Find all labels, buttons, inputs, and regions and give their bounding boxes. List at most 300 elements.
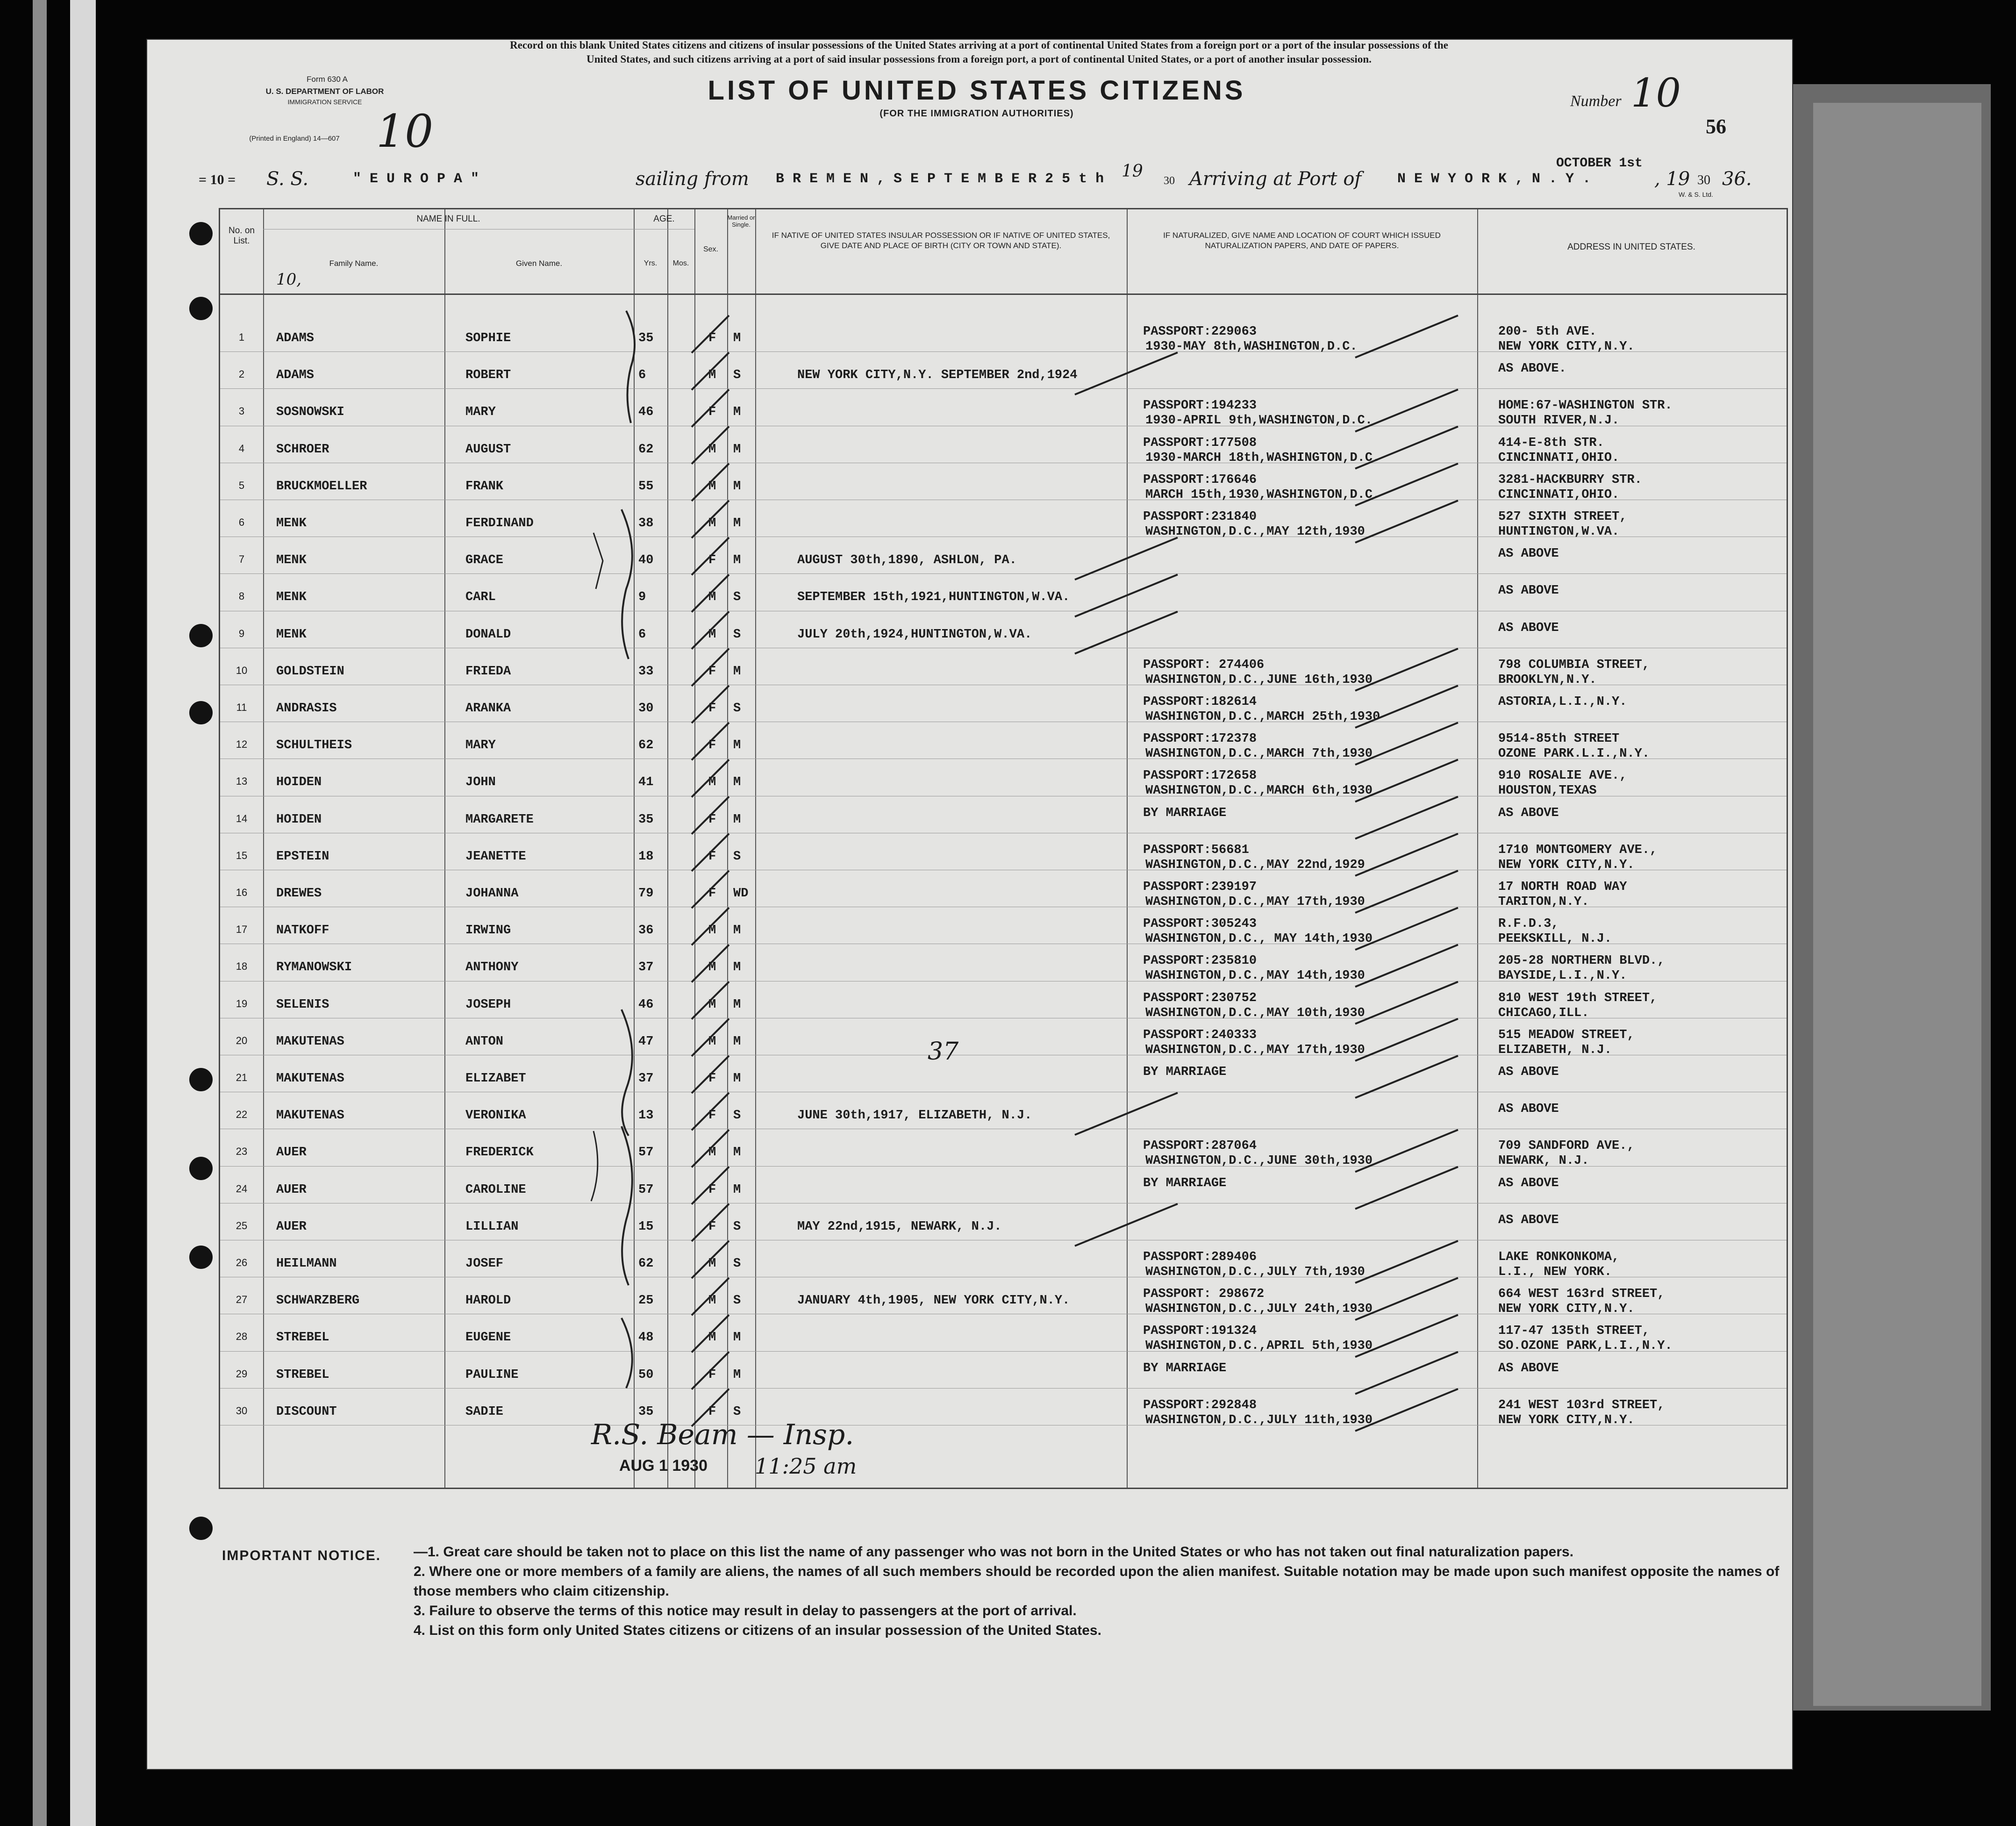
cell-family: AUER (276, 1146, 307, 1160)
table-row (220, 1060, 1787, 1097)
cell-ms: M (733, 997, 741, 1012)
cell-age: 37 (638, 1072, 654, 1086)
cell-addr1: AS ABOVE (1498, 1102, 1559, 1117)
cell-addr2: PEEKSKILL, N.J. (1498, 932, 1612, 946)
notice-label: IMPORTANT NOTICE. (222, 1548, 381, 1563)
cell-nat1: PASSPORT:191324 (1143, 1324, 1257, 1339)
cell-ms: M (733, 1146, 741, 1160)
table-row (220, 616, 1787, 653)
cell-given: CARL (465, 590, 496, 605)
cell-given: ARANKA (465, 702, 511, 716)
cell-family: HEILMANN (276, 1257, 337, 1271)
cell-sex: F (708, 1109, 716, 1123)
cell-nat1: PASSPORT:287064 (1143, 1139, 1257, 1153)
cell-family: HOIDEN (276, 812, 322, 827)
cell-sex: F (708, 812, 716, 827)
cell-family: BRUCKMOELLER (276, 479, 367, 494)
number-label: Number (1570, 93, 1622, 110)
col-native-birth: IF NATIVE OF UNITED STATES INSULAR POSSESSION OR IF NATIVE OF UNITED STATES, GIVE DATE AND PLACE OF BIRTH (CITY OR TOWN AND STATE). (772, 231, 1110, 250)
cell-addr1: AS ABOVE (1498, 1213, 1559, 1227)
col-married-single: Married or Single. (727, 214, 755, 228)
cell-nat2: WASHINGTON,D.C.,APRIL 5th,1930 (1145, 1339, 1373, 1353)
cell-given: LILLIAN (465, 1219, 519, 1234)
cell-age: 18 (638, 849, 654, 864)
cell-nat1: PASSPORT:235810 (1143, 954, 1257, 968)
cell-nat2: WASHINGTON,D.C.,MAY 22nd,1929 (1145, 858, 1365, 872)
cell-birth: JANUARY 4th,1905, NEW YORK CITY,N.Y. (797, 1294, 1070, 1308)
cell-ms: M (733, 553, 741, 568)
cell-ms: S (733, 590, 741, 605)
cell-age: 30 (638, 702, 654, 716)
cell-age: 62 (638, 1257, 654, 1271)
cell-nat2: WASHINGTON,D.C.,MAY 10th,1930 (1145, 1006, 1365, 1020)
cell-nat1: PASSPORT:289406 (1143, 1250, 1257, 1264)
cell-nat2: WASHINGTON,D.C.,MAY 14th,1930 (1145, 969, 1365, 983)
cell-no: 3 (238, 405, 245, 417)
cell-addr1: 709 SANDFORD AVE., (1498, 1139, 1635, 1153)
cell-addr2: SOUTH RIVER,N.J. (1498, 414, 1620, 428)
cell-addr1: AS ABOVE (1498, 547, 1559, 561)
cell-given: GRACE (465, 553, 504, 568)
cell-given: JOHN (465, 775, 496, 790)
table-row (220, 393, 1787, 430)
cell-ms: M (733, 1034, 741, 1049)
cell-addr1: 414-E-8th STR. (1498, 436, 1604, 450)
cell-family: EPSTEIN (276, 849, 329, 864)
cell-sex: M (708, 479, 716, 494)
punch-hole (189, 1157, 213, 1180)
cell-nat1: BY MARRIAGE (1143, 1361, 1227, 1375)
cell-given: VERONIKA (465, 1109, 526, 1123)
cell-addr1: 9514-85th STREET (1498, 732, 1620, 746)
cell-given: MARY (465, 405, 496, 420)
cell-no: 30 (236, 1404, 248, 1417)
service: IMMIGRATION SERVICE (287, 98, 362, 106)
punch-hole (189, 624, 213, 647)
cell-age: 46 (638, 997, 654, 1012)
arrival-extra: 36. (1722, 168, 1752, 190)
cell-addr2: SO.OZONE PARK,L.I.,N.Y. (1498, 1339, 1673, 1353)
binder-strip (33, 0, 47, 1826)
col-no: No. on List. (229, 226, 255, 246)
form-number: Form 630 A (307, 75, 348, 84)
cell-given: FREDERICK (465, 1146, 534, 1160)
col-address: ADDRESS IN UNITED STATES. (1567, 242, 1695, 252)
cell-age: 25 (638, 1294, 654, 1308)
table-row (220, 763, 1787, 801)
cell-birth: JULY 20th,1924,HUNTINGTON,W.VA. (797, 627, 1032, 642)
arrival-year-suffix: 30 (1697, 173, 1710, 187)
cell-addr1: ASTORIA,L.I.,N.Y. (1498, 695, 1627, 709)
voyage-prefix: = 10 = (199, 172, 236, 187)
cell-nat2: WASHINGTON,D.C.,JUNE 16th,1930 (1145, 673, 1373, 687)
page-title: LIST OF UNITED STATES CITIZENS (708, 75, 1246, 106)
cell-nat1: PASSPORT:177508 (1143, 436, 1257, 450)
cell-addr2: HUNTINGTON,W.VA. (1498, 525, 1620, 539)
cell-addr2: CINCINNATI,OHIO. (1498, 487, 1620, 502)
cell-no: 7 (238, 553, 245, 566)
cell-no: 2 (238, 368, 245, 380)
cell-age: 79 (638, 887, 654, 901)
cell-nat2: WASHINGTON,D.C.,MARCH 25th,1930 (1145, 710, 1380, 724)
cell-age: 46 (638, 405, 654, 420)
cell-nat2: WASHINGTON,D.C.,MAY 17th,1930 (1145, 1043, 1365, 1057)
punch-hole (189, 701, 213, 724)
cell-ms: M (733, 1072, 741, 1086)
cell-addr1: AS ABOVE (1498, 806, 1559, 820)
col-sex: Sex. (703, 245, 718, 253)
punch-hole (189, 297, 213, 320)
cell-nat1: PASSPORT:240333 (1143, 1028, 1257, 1042)
cell-no: 26 (236, 1257, 248, 1268)
cell-given: HAROLD (465, 1294, 511, 1308)
arrival-date: OCTOBER 1st (1556, 156, 1643, 171)
cell-sex: F (708, 553, 716, 568)
underlying-page-edge-light (1813, 103, 1981, 1706)
cell-given: ANTHONY (465, 960, 519, 975)
cell-no: 18 (236, 960, 248, 973)
cell-age: 6 (638, 368, 646, 383)
cell-age: 40 (638, 553, 654, 568)
table-row (220, 726, 1787, 764)
cell-ms: M (733, 775, 741, 790)
notice-item: 2. Where one or more members of a family are aliens, the names of all such members should be recorded upon the alien manifest. Suitable notation may be made upon such manifest opposite the names of those members who claim citizenship. (414, 1564, 1780, 1599)
cell-family: MENK (276, 553, 307, 568)
table-row (220, 838, 1787, 875)
cell-nat2: WASHINGTON,D.C.,MAY 17th,1930 (1145, 895, 1365, 909)
cell-given: MARY (465, 738, 496, 753)
cell-ms: M (733, 1368, 741, 1382)
cell-addr1: AS ABOVE (1498, 584, 1559, 598)
cell-nat2: WASHINGTON,D.C.,JULY 7th,1930 (1145, 1265, 1365, 1279)
table-row (220, 1356, 1787, 1393)
cell-addr2: NEWARK, N.J. (1498, 1154, 1589, 1168)
cell-nat1: BY MARRIAGE (1143, 1176, 1227, 1190)
cell-no: 9 (238, 627, 245, 639)
cell-age: 50 (638, 1368, 654, 1382)
cell-given: JOHANNA (465, 887, 519, 901)
cell-age: 57 (638, 1146, 654, 1160)
cell-family: AUER (276, 1219, 307, 1234)
cell-family: SCHWARZBERG (276, 1294, 360, 1308)
cell-nat1: BY MARRIAGE (1143, 806, 1227, 820)
cell-addr1: 527 SIXTH STREET, (1498, 510, 1627, 524)
cell-addr2: CHICAGO,ILL. (1498, 1006, 1589, 1020)
cell-age: 62 (638, 738, 654, 753)
notice-item: 4. List on this form only United States citizens or citizens of an insular possession of the United States. (414, 1623, 1101, 1638)
cell-age: 55 (638, 479, 654, 494)
cell-nat2: MARCH 15th,1930,WASHINGTON,D.C. (1145, 487, 1380, 502)
cell-addr1: AS ABOVE (1498, 1065, 1559, 1079)
cell-family: ANDRASIS (276, 702, 337, 716)
cell-no: 17 (236, 924, 248, 936)
cell-ms: WD (733, 887, 749, 901)
cell-sex: M (708, 1331, 716, 1345)
cell-addr1: 664 WEST 163rd STREET, (1498, 1287, 1665, 1302)
cell-addr1: R.F.D.3, (1498, 917, 1559, 931)
binder-strip-light (70, 0, 96, 1826)
cell-no: 4 (238, 442, 245, 454)
cell-sex: M (708, 997, 716, 1012)
cell-addr2: CINCINNATI,OHIO. (1498, 451, 1620, 465)
cell-addr1: HOME:67-WASHINGTON STR. (1498, 399, 1673, 413)
cell-ms: M (733, 479, 741, 494)
table-row (220, 1023, 1787, 1060)
cell-nat2: WASHINGTON,D.C., MAY 14th,1930 (1145, 932, 1373, 946)
cell-no: 5 (238, 479, 245, 491)
date-stamp: AUG 1 1930 (619, 1457, 708, 1475)
cell-family: DREWES (276, 887, 322, 901)
cell-no: 28 (236, 1331, 248, 1343)
cell-ms: M (733, 442, 741, 457)
cell-sex: M (708, 627, 716, 642)
cell-nat1: PASSPORT:172658 (1143, 769, 1257, 783)
cell-ms: M (733, 924, 741, 938)
cell-ms: S (733, 1257, 741, 1271)
cell-ms: M (733, 516, 741, 530)
cell-nat1: PASSPORT:194233 (1143, 399, 1257, 413)
cell-no: 16 (236, 887, 248, 898)
cell-sex: F (708, 887, 716, 901)
cell-addr1: 200- 5th AVE. (1498, 325, 1597, 339)
notice-items (414, 1542, 1792, 1640)
cell-sex: F (708, 1219, 716, 1234)
cell-birth: SEPTEMBER 15th,1921,HUNTINGTON,W.VA. (797, 590, 1070, 605)
cell-ms: M (733, 664, 741, 679)
cell-ms: S (733, 627, 741, 642)
cell-family: HOIDEN (276, 775, 322, 790)
header-rule (220, 294, 1787, 295)
cell-addr1: 17 NORTH ROAD WAY (1498, 880, 1627, 894)
cell-sex: M (708, 590, 716, 605)
cell-given: JOSEF (465, 1257, 504, 1271)
list-number-handwritten: 10 (376, 105, 434, 158)
cell-age: 15 (638, 1219, 654, 1234)
cell-given: CAROLINE (465, 1182, 526, 1197)
table-row (220, 578, 1787, 616)
cell-addr1: 205-28 NORTHERN BLVD., (1498, 954, 1665, 968)
cell-addr2: BROOKLYN,N.Y. (1498, 673, 1597, 687)
col-yrs: Yrs. (643, 259, 658, 267)
cell-given: MARGARETE (465, 812, 534, 827)
cell-birth: NEW YORK CITY,N.Y. SEPTEMBER 2nd,1924 (797, 368, 1078, 383)
cell-no: 25 (236, 1219, 248, 1232)
cell-no: 6 (238, 516, 245, 528)
cell-nat1: PASSPORT:229063 (1143, 325, 1257, 339)
cell-no: 11 (236, 702, 247, 713)
cell-ms: S (733, 702, 741, 716)
ss-label: S. S. (266, 168, 309, 190)
cell-addr1: 515 MEADOW STREET, (1498, 1028, 1635, 1042)
cell-nat1: PASSPORT:182614 (1143, 695, 1257, 709)
cell-no: 10 (236, 664, 248, 676)
table-row (220, 986, 1787, 1023)
cell-addr1: LAKE RONKONKOMA, (1498, 1250, 1620, 1264)
cell-addr2: HOUSTON,TEXAS (1498, 784, 1597, 798)
cell-given: FRIEDA (465, 664, 511, 679)
cell-nat1: PASSPORT:230752 (1143, 991, 1257, 1005)
cell-addr1: AS ABOVE (1498, 1176, 1559, 1190)
cell-given: ELIZABET (465, 1072, 526, 1086)
cell-given: PAULINE (465, 1368, 519, 1382)
cell-family: MENK (276, 590, 307, 605)
cell-ms: M (733, 812, 741, 827)
cell-given: EUGENE (465, 1331, 511, 1345)
table-row (220, 1171, 1787, 1208)
cell-age: 9 (638, 590, 646, 605)
cell-nat1: PASSPORT:231840 (1143, 510, 1257, 524)
cell-nat2: WASHINGTON,D.C.,MARCH 6th,1930 (1145, 784, 1373, 798)
punch-hole (189, 1246, 213, 1269)
cell-family: ADAMS (276, 331, 315, 345)
cell-no: 29 (236, 1368, 248, 1380)
cell-addr2: TARITON,N.Y. (1498, 895, 1589, 909)
voyage-line (154, 156, 1771, 198)
punch-hole (189, 222, 213, 245)
cell-sex: M (708, 960, 716, 975)
sheet-number: 56 (1706, 115, 1726, 138)
cell-no: 24 (236, 1182, 248, 1195)
cell-addr1: 3281-HACKBURRY STR. (1498, 473, 1642, 487)
notice-item: 3. Failure to observe the terms of this notice may result in delay to passengers at the port of arrival. (414, 1603, 1077, 1618)
cell-nat1: PASSPORT:305243 (1143, 917, 1257, 931)
cell-addr2: NEW YORK CITY,N.Y. (1498, 1413, 1635, 1427)
cell-ms: S (733, 368, 741, 383)
cell-age: 36 (638, 924, 654, 938)
cell-family: MENK (276, 627, 307, 642)
cell-nat2: WASHINGTON,D.C.,MAY 12th,1930 (1145, 525, 1365, 539)
arriving-label: Arriving at Port of (1189, 168, 1362, 190)
instructions: Record on this blank United States citizens and citizens of insular possessions of the United States arriving at a port of continental United States from a foreign port or a port of the insular possessions of the United States, and such citizens arriving at a port of said insular possessions from a foreign port, a port of continental United States, or a port of another insular possession. (510, 39, 1448, 65)
ship-name: " E U R O P A " (353, 171, 479, 187)
cell-addr2: L.I., NEW YORK. (1498, 1265, 1612, 1279)
table-row (220, 504, 1787, 542)
cell-family: STREBEL (276, 1331, 329, 1345)
col-name-in-full: NAME IN FULL. (416, 214, 480, 224)
cell-family: MAKUTENAS (276, 1109, 344, 1123)
cell-given: ROBERT (465, 368, 511, 383)
cell-no: 15 (236, 849, 248, 861)
col-mos: Mos. (672, 259, 689, 267)
cell-nat1: PASSPORT: 274406 (1143, 658, 1265, 672)
cell-no: 8 (238, 590, 245, 602)
cell-nat2: 1930-MAY 8th,WASHINGTON,D.C. (1145, 340, 1358, 354)
cell-family: SELENIS (276, 997, 329, 1012)
cell-no: 13 (236, 775, 248, 788)
punch-hole (189, 1068, 213, 1091)
cell-nat1: PASSPORT:239197 (1143, 880, 1257, 894)
cell-family: RYMANOWSKI (276, 960, 352, 975)
cell-age: 13 (638, 1109, 654, 1123)
cell-given: IRWING (465, 924, 511, 938)
cell-sex: M (708, 1257, 716, 1271)
table-row (220, 541, 1787, 579)
cell-age: 41 (638, 775, 654, 790)
cell-ms: M (733, 1182, 741, 1197)
cell-age: 35 (638, 1404, 654, 1419)
sailing-label: sailing from (636, 168, 749, 190)
cell-sex: F (708, 1368, 716, 1382)
cell-sex: F (708, 1072, 716, 1086)
printer-mark: W. & S. Ltd. (1679, 191, 1713, 198)
cell-age: 62 (638, 442, 654, 457)
col-naturalized: IF NATURALIZED, GIVE NAME AND LOCATION OF COURT WHICH ISSUED NATURALIZATION PAPERS, AND DATE OF PAPERS. (1163, 231, 1441, 250)
cell-addr2: NEW YORK CITY,N.Y. (1498, 340, 1635, 354)
cell-family: AUER (276, 1182, 307, 1197)
department: U. S. DEPARTMENT OF LABOR (265, 87, 384, 96)
cell-ms: M (733, 738, 741, 753)
cell-sex: F (708, 664, 716, 679)
cell-age: 6 (638, 627, 646, 642)
cell-family: MAKUTENAS (276, 1072, 344, 1086)
cell-birth: MAY 22nd,1915, NEWARK, N.J. (797, 1219, 1002, 1234)
cell-addr1: 798 COLUMBIA STREET, (1498, 658, 1650, 672)
cell-ms: M (733, 1331, 741, 1345)
table-row (220, 1133, 1787, 1171)
table-row (220, 1393, 1787, 1430)
cell-addr2: BAYSIDE,L.I.,N.Y. (1498, 969, 1627, 983)
cell-age: 48 (638, 1331, 654, 1345)
table-row (220, 1318, 1787, 1356)
cell-nat1: BY MARRIAGE (1143, 1065, 1227, 1079)
cell-given: FRANK (465, 479, 504, 494)
departure-port: B R E M E N , S E P T E M B E R 2 5 t h (776, 171, 1104, 187)
cell-age: 35 (638, 812, 654, 827)
cell-ms: S (733, 1404, 741, 1419)
cell-given: FERDINAND (465, 516, 534, 530)
cell-ms: M (733, 405, 741, 420)
cell-ms: M (733, 331, 741, 345)
cell-age: 47 (638, 1034, 654, 1049)
cell-ms: S (733, 1219, 741, 1234)
cell-given: JOSEPH (465, 997, 511, 1012)
cell-family: SOSNOWSKI (276, 405, 344, 420)
cell-addr1: 1710 MONTGOMERY AVE., (1498, 843, 1658, 857)
cell-sex: F (708, 1182, 716, 1197)
cell-given: JEANETTE (465, 849, 526, 864)
time-handwritten: 11:25 am (755, 1454, 857, 1479)
table-row (220, 1282, 1787, 1319)
table-row (220, 948, 1787, 986)
cell-sex: M (708, 1146, 716, 1160)
cell-given: AUGUST (465, 442, 511, 457)
table-row (220, 801, 1787, 838)
table-row (220, 1208, 1787, 1245)
inspector-signature: R.S. Beam — Insp. (591, 1418, 854, 1451)
arrival-port: N E W Y O R K , N . Y . (1397, 171, 1591, 187)
table-row (220, 689, 1787, 727)
cell-no: 27 (236, 1294, 248, 1306)
table-row (220, 430, 1787, 468)
cell-addr2: NEW YORK CITY,N.Y. (1498, 1302, 1635, 1317)
cell-age: 38 (638, 516, 654, 530)
table-row (220, 319, 1787, 357)
cell-sex: M (708, 924, 716, 938)
cell-sex: F (708, 738, 716, 753)
cell-sex: F (708, 405, 716, 420)
cell-no: 1 (238, 331, 245, 343)
cell-family: MAKUTENAS (276, 1034, 344, 1049)
cell-nat2: 1930-APRIL 9th,WASHINGTON,D.C. (1145, 414, 1373, 428)
cell-nat1: PASSPORT: 298672 (1143, 1287, 1265, 1302)
cell-addr2: NEW YORK CITY,N.Y. (1498, 858, 1635, 872)
year-prefix: 19 (1122, 162, 1143, 181)
cell-addr1: 810 WEST 19th STREET, (1498, 991, 1658, 1005)
cell-no: 20 (236, 1034, 248, 1046)
cell-given: SADIE (465, 1404, 504, 1419)
cell-nat1: PASSPORT:292848 (1143, 1398, 1257, 1412)
cell-ms: S (733, 1294, 741, 1308)
